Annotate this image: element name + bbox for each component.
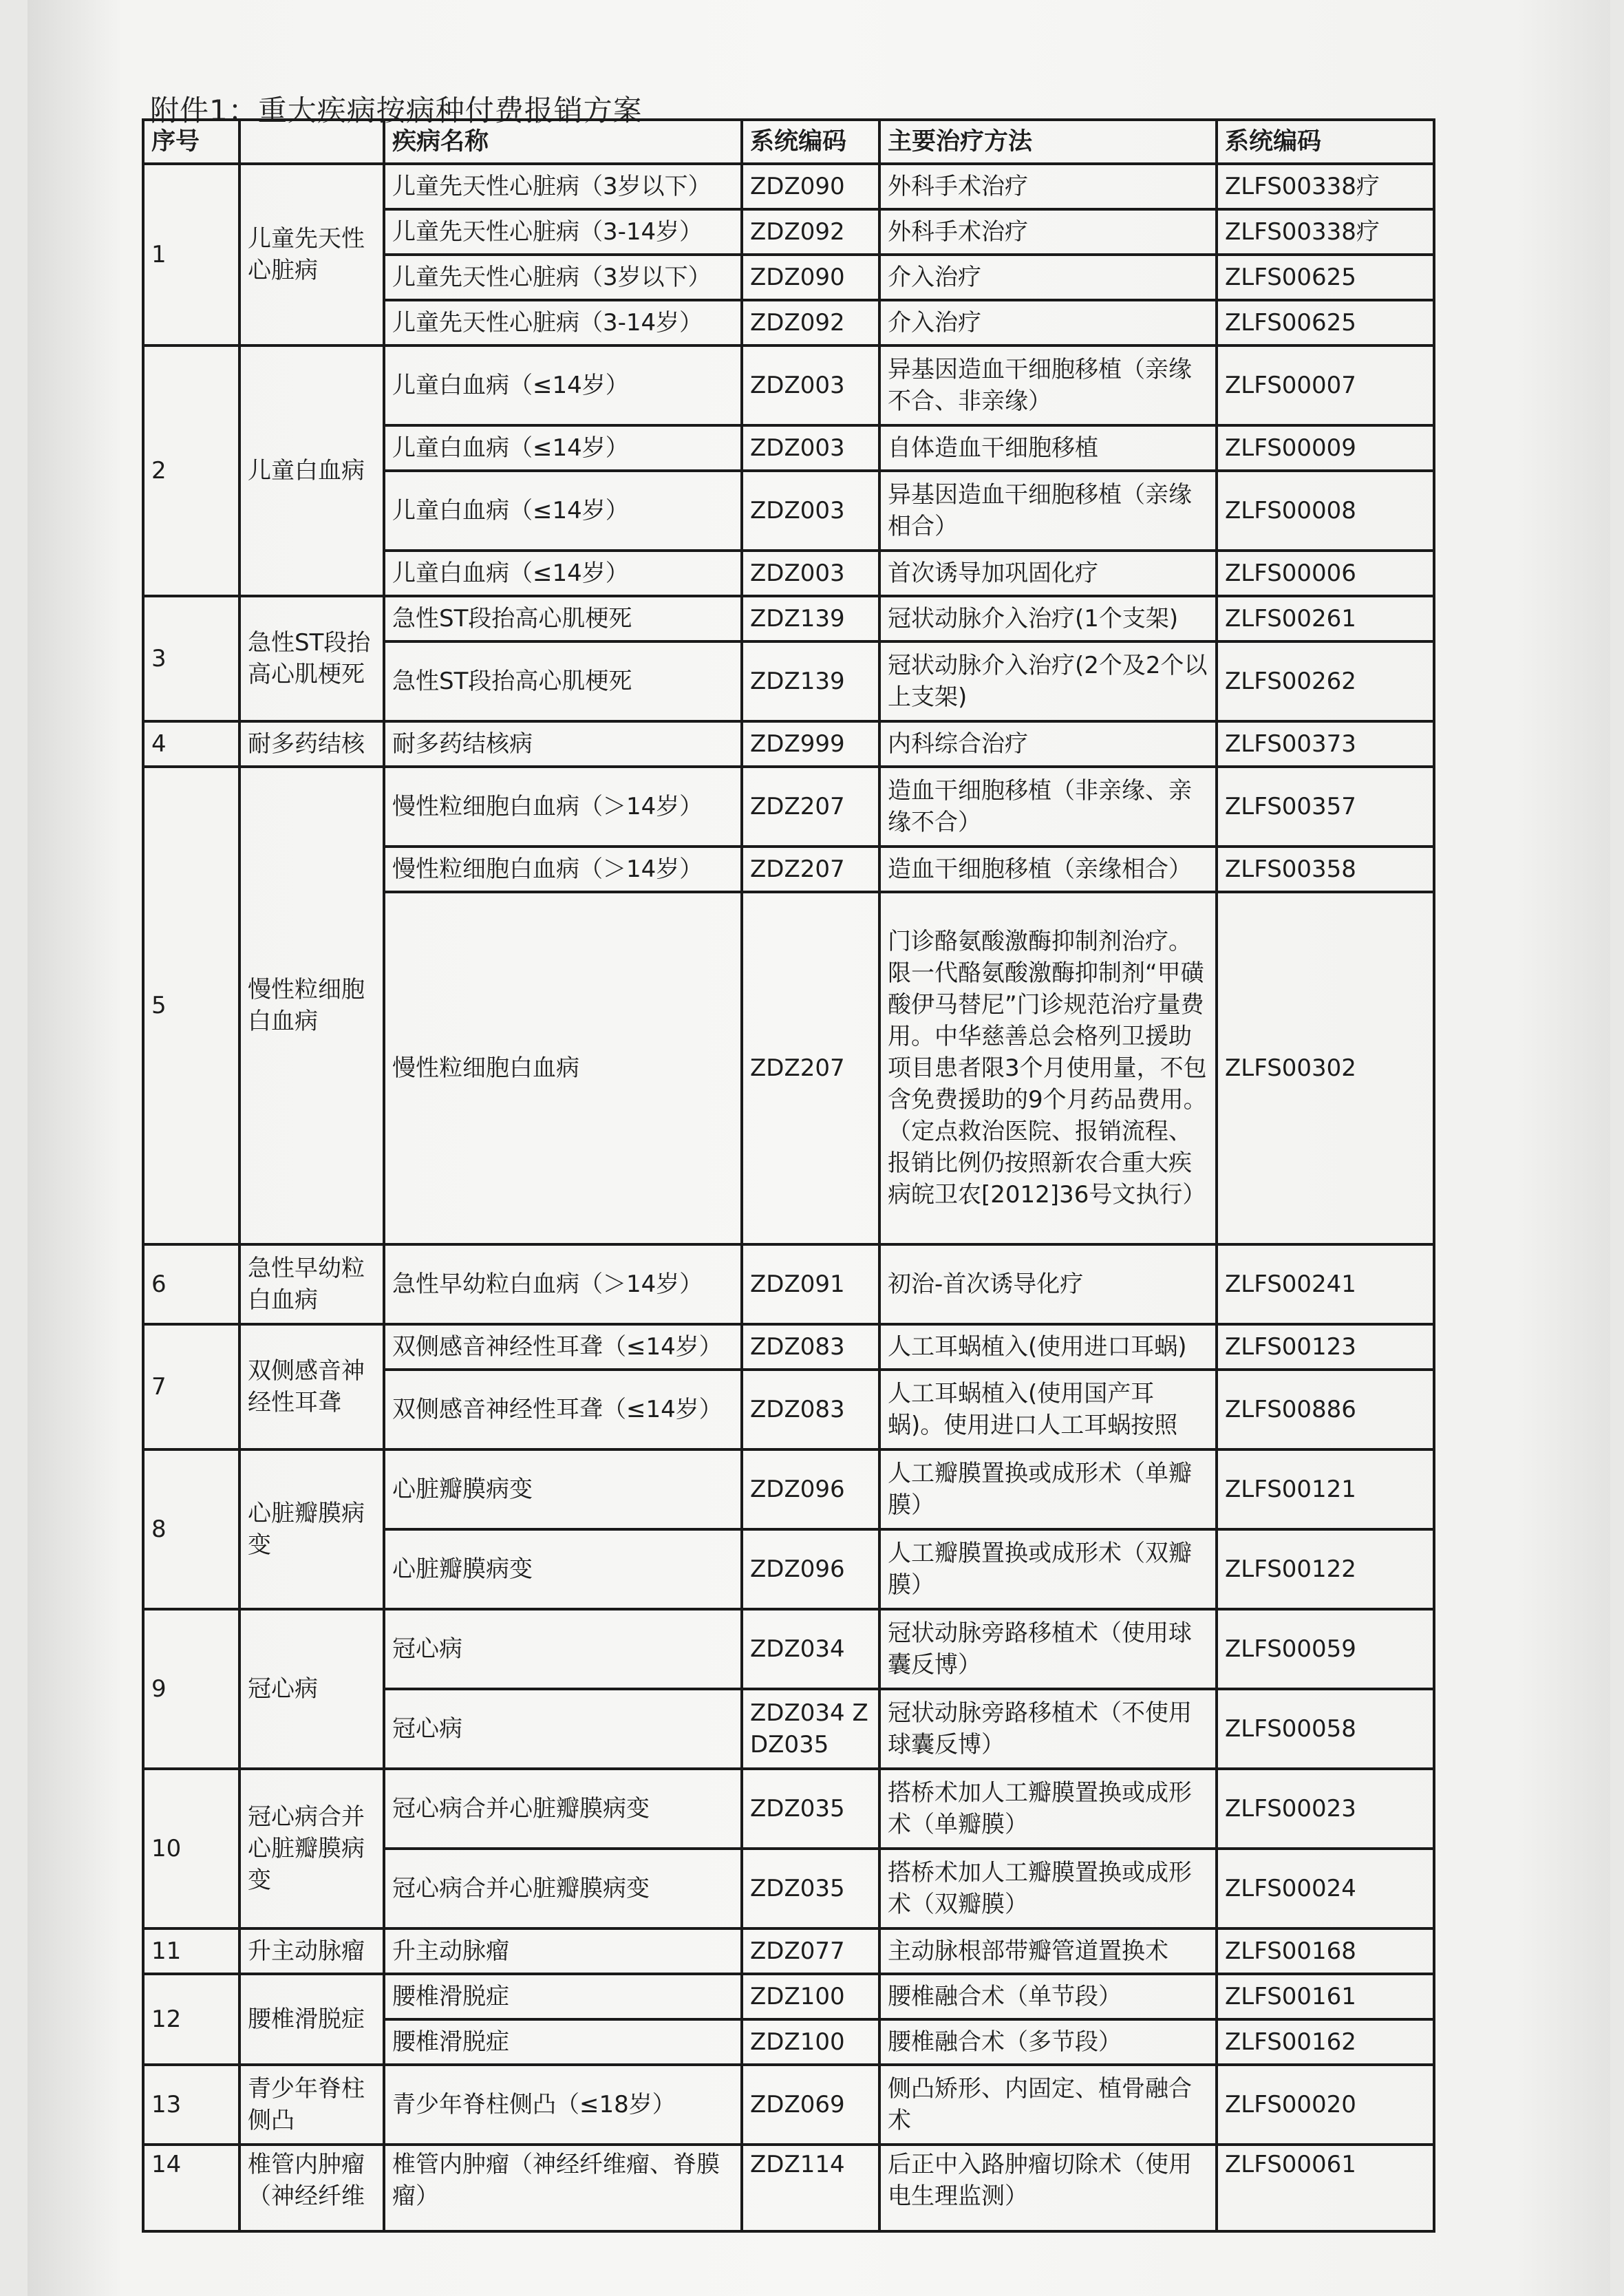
row-treatment: 冠状动脉介入治疗(2个及2个以上支架) xyxy=(879,641,1217,721)
row-code: ZDZ207 xyxy=(742,847,879,892)
row-disease-name: 儿童白血病（≤14岁） xyxy=(384,425,742,471)
row-seq: 14 xyxy=(143,2145,239,2231)
row-code: ZDZ139 xyxy=(742,596,879,641)
row-system-code: ZLFS00302 xyxy=(1217,892,1434,1244)
table-row xyxy=(143,721,1434,767)
row-system-code: ZLFS00261 xyxy=(1217,596,1434,641)
row-code: ZDZ207 xyxy=(742,767,879,847)
row-code: ZDZ999 xyxy=(742,721,879,767)
row-disease-group: 双侧感音神经性耳聋 xyxy=(239,1324,384,1449)
row-treatment: 冠状动脉介入治疗(1个支架) xyxy=(879,596,1217,641)
row-seq: 3 xyxy=(143,596,239,721)
row-system-code: ZLFS00373 xyxy=(1217,721,1434,767)
row-seq: 1 xyxy=(143,164,239,346)
row-disease-name: 急性早幼粒白血病（＞14岁） xyxy=(384,1244,742,1324)
table-row xyxy=(143,1244,1434,1324)
row-system-code: ZLFS00161 xyxy=(1217,1974,1434,2019)
row-disease-name: 急性ST段抬高心肌梗死 xyxy=(384,641,742,721)
row-code: ZDZ035 xyxy=(742,1849,879,1928)
row-disease-name: 冠心病 xyxy=(384,1609,742,1689)
row-system-code: ZLFS00168 xyxy=(1217,1928,1434,1974)
row-treatment: 腰椎融合术（单节段） xyxy=(879,1974,1217,2019)
row-system-code: ZLFS00059 xyxy=(1217,1609,1434,1689)
row-system-code: ZLFS00058 xyxy=(1217,1689,1434,1769)
row-treatment: 人工瓣膜置换或成形术（单瓣膜） xyxy=(879,1449,1217,1529)
row-system-code: ZLFS00009 xyxy=(1217,425,1434,471)
row-disease-name: 升主动脉瘤 xyxy=(384,1928,742,1974)
row-treatment: 搭桥术加人工瓣膜置换或成形术（双瓣膜） xyxy=(879,1849,1217,1928)
row-system-code: ZLFS00123 xyxy=(1217,1324,1434,1370)
header-treatment: 主要治疗方法 xyxy=(879,120,1217,164)
row-treatment: 搭桥术加人工瓣膜置换或成形术（单瓣膜） xyxy=(879,1769,1217,1849)
row-treatment: 人工耳蜗植入(使用国产耳蜗)。使用进口人工耳蜗按照 xyxy=(879,1370,1217,1449)
row-system-code: ZLFS00886 xyxy=(1217,1370,1434,1449)
row-disease-name: 慢性粒细胞白血病（＞14岁） xyxy=(384,767,742,847)
row-system-code: ZLFS00023 xyxy=(1217,1769,1434,1849)
row-system-code: ZLFS00162 xyxy=(1217,2019,1434,2065)
row-system-code: ZLFS00357 xyxy=(1217,767,1434,847)
row-code: ZDZ003 xyxy=(742,346,879,425)
row-code: ZDZ091 xyxy=(742,1244,879,1324)
row-treatment: 初治-首次诱导化疗 xyxy=(879,1244,1217,1324)
row-system-code: ZLFS00006 xyxy=(1217,551,1434,596)
row-code: ZDZ083 xyxy=(742,1324,879,1370)
table-row xyxy=(143,2145,1434,2231)
row-seq: 8 xyxy=(143,1449,239,1609)
table-row xyxy=(143,1928,1434,1974)
table-row xyxy=(143,346,1434,425)
row-disease-group: 椎管内肿瘤（神经纤维 xyxy=(239,2145,384,2231)
row-system-code: ZLFS00121 xyxy=(1217,1449,1434,1529)
row-treatment: 异基因造血干细胞移植（亲缘相合） xyxy=(879,471,1217,551)
row-code: ZDZ077 xyxy=(742,1928,879,1974)
row-disease-name: 腰椎滑脱症 xyxy=(384,1974,742,2019)
row-treatment: 侧凸矫形、内固定、植骨融合术 xyxy=(879,2065,1217,2145)
row-code: ZDZ092 xyxy=(742,300,879,346)
row-disease-name: 耐多药结核病 xyxy=(384,721,742,767)
table-row xyxy=(143,1449,1434,1529)
header-blank xyxy=(239,120,384,164)
row-system-code: ZLFS00625 xyxy=(1217,255,1434,300)
row-disease-group: 耐多药结核 xyxy=(239,721,384,767)
row-seq: 2 xyxy=(143,346,239,596)
row-treatment: 首次诱导加巩固化疗 xyxy=(879,551,1217,596)
row-treatment: 人工耳蜗植入(使用进口耳蜗) xyxy=(879,1324,1217,1370)
row-disease-name: 椎管内肿瘤（神经纤维瘤、脊膜瘤） xyxy=(384,2145,742,2231)
row-code: ZDZ139 xyxy=(742,641,879,721)
row-disease-group: 急性ST段抬高心肌梗死 xyxy=(239,596,384,721)
row-seq: 7 xyxy=(143,1324,239,1449)
row-seq: 12 xyxy=(143,1974,239,2065)
row-seq: 10 xyxy=(143,1769,239,1928)
reimbursement-table xyxy=(142,118,1435,2233)
row-treatment: 自体造血干细胞移植 xyxy=(879,425,1217,471)
row-seq: 13 xyxy=(143,2065,239,2145)
row-disease-name: 双侧感音神经性耳聋（≤14岁） xyxy=(384,1324,742,1370)
row-code: ZDZ092 xyxy=(742,209,879,255)
row-system-code: ZLFS00262 xyxy=(1217,641,1434,721)
row-disease-name: 急性ST段抬高心肌梗死 xyxy=(384,596,742,641)
row-code: ZDZ034 xyxy=(742,1609,879,1689)
row-system-code: ZLFS00338疗 xyxy=(1217,164,1434,209)
row-disease-name: 心脏瓣膜病变 xyxy=(384,1449,742,1529)
row-code: ZDZ090 xyxy=(742,164,879,209)
row-code: ZDZ096 xyxy=(742,1449,879,1529)
row-disease-name: 冠心病合并心脏瓣膜病变 xyxy=(384,1849,742,1928)
row-disease-name: 儿童白血病（≤14岁） xyxy=(384,471,742,551)
table-row xyxy=(143,2065,1434,2145)
row-code: ZDZ003 xyxy=(742,551,879,596)
row-treatment: 外科手术治疗 xyxy=(879,164,1217,209)
row-treatment: 外科手术治疗 xyxy=(879,209,1217,255)
row-system-code: ZLFS00061 xyxy=(1217,2145,1434,2231)
row-treatment: 门诊酪氨酸激酶抑制剂治疗。限一代酪氨酸激酶抑制剂“甲磺酸伊马替尼”门诊规范治疗量费用。中华慈善总会格列卫援助项目患者限3个月使用量，不包含免费援助的9个月药品费用。（定点救治医院、报销流程、报销比例仍按照新农合重大疾病皖卫农[2012]36号文执行） xyxy=(879,892,1217,1244)
row-system-code: ZLFS00024 xyxy=(1217,1849,1434,1928)
row-disease-group: 冠心病 xyxy=(239,1609,384,1769)
row-disease-name: 慢性粒细胞白血病 xyxy=(384,892,742,1244)
row-code: ZDZ003 xyxy=(742,471,879,551)
row-disease-name: 儿童先天性心脏病（3岁以下） xyxy=(384,255,742,300)
row-disease-group: 青少年脊柱侧凸 xyxy=(239,2065,384,2145)
row-disease-name: 慢性粒细胞白血病（＞14岁） xyxy=(384,847,742,892)
row-treatment: 异基因造血干细胞移植（亲缘不合、非亲缘） xyxy=(879,346,1217,425)
table-row xyxy=(143,164,1434,209)
row-disease-name: 儿童白血病（≤14岁） xyxy=(384,346,742,425)
row-seq: 4 xyxy=(143,721,239,767)
row-treatment: 主动脉根部带瓣管道置换术 xyxy=(879,1928,1217,1974)
row-code: ZDZ035 xyxy=(742,1769,879,1849)
row-code: ZDZ083 xyxy=(742,1370,879,1449)
row-code: ZDZ100 xyxy=(742,2019,879,2065)
row-seq: 6 xyxy=(143,1244,239,1324)
row-disease-name: 儿童白血病（≤14岁） xyxy=(384,551,742,596)
row-seq: 9 xyxy=(143,1609,239,1769)
row-treatment: 冠状动脉旁路移植术（不使用球囊反博） xyxy=(879,1689,1217,1769)
row-disease-group: 儿童白血病 xyxy=(239,346,384,596)
row-treatment: 腰椎融合术（多节段） xyxy=(879,2019,1217,2065)
header-seq: 序号 xyxy=(143,120,239,164)
header-system-code: 系统编码 xyxy=(742,120,879,164)
row-disease-name: 儿童先天性心脏病（3-14岁） xyxy=(384,300,742,346)
row-treatment: 后正中入路肿瘤切除术（使用电生理监测） xyxy=(879,2145,1217,2231)
row-disease-name: 儿童先天性心脏病（3-14岁） xyxy=(384,209,742,255)
table-row xyxy=(143,1769,1434,1849)
row-disease-group: 升主动脉瘤 xyxy=(239,1928,384,1974)
row-treatment: 人工瓣膜置换或成形术（双瓣膜） xyxy=(879,1529,1217,1609)
row-seq: 5 xyxy=(143,767,239,1244)
row-disease-name: 心脏瓣膜病变 xyxy=(384,1529,742,1609)
row-disease-group: 腰椎滑脱症 xyxy=(239,1974,384,2065)
row-code: ZDZ003 xyxy=(742,425,879,471)
row-system-code: ZLFS00122 xyxy=(1217,1529,1434,1609)
table-row xyxy=(143,596,1434,641)
row-system-code: ZLFS00241 xyxy=(1217,1244,1434,1324)
row-code: ZDZ069 xyxy=(742,2065,879,2145)
row-code: ZDZ096 xyxy=(742,1529,879,1609)
row-disease-group: 慢性粒细胞白血病 xyxy=(239,767,384,1244)
row-system-code: ZLFS00007 xyxy=(1217,346,1434,425)
header-row xyxy=(143,120,1434,164)
row-system-code: ZLFS00020 xyxy=(1217,2065,1434,2145)
row-disease-name: 青少年脊柱侧凸（≤18岁） xyxy=(384,2065,742,2145)
row-code: ZDZ090 xyxy=(742,255,879,300)
row-disease-name: 儿童先天性心脏病（3岁以下） xyxy=(384,164,742,209)
row-code: ZDZ034 ZDZ035 xyxy=(742,1689,879,1769)
row-disease-group: 心脏瓣膜病变 xyxy=(239,1449,384,1609)
table-row xyxy=(143,1324,1434,1370)
row-treatment: 冠状动脉旁路移植术（使用球囊反博） xyxy=(879,1609,1217,1689)
row-code: ZDZ207 xyxy=(742,892,879,1244)
header-disease-name: 疾病名称 xyxy=(384,120,742,164)
row-disease-group: 儿童先天性心脏病 xyxy=(239,164,384,346)
row-disease-group: 急性早幼粒白血病 xyxy=(239,1244,384,1324)
row-disease-name: 冠心病 xyxy=(384,1689,742,1769)
row-code: ZDZ100 xyxy=(742,1974,879,2019)
row-treatment: 内科综合治疗 xyxy=(879,721,1217,767)
row-seq: 11 xyxy=(143,1928,239,1974)
row-system-code: ZLFS00008 xyxy=(1217,471,1434,551)
row-disease-name: 腰椎滑脱症 xyxy=(384,2019,742,2065)
row-system-code: ZLFS00358 xyxy=(1217,847,1434,892)
table-row xyxy=(143,767,1434,847)
row-code: ZDZ114 xyxy=(742,2145,879,2231)
row-disease-name: 双侧感音神经性耳聋（≤14岁） xyxy=(384,1370,742,1449)
document-title: 附件1：重大疾病按病种付费报销方案 xyxy=(150,94,643,127)
row-treatment: 造血干细胞移植（亲缘相合） xyxy=(879,847,1217,892)
row-treatment: 介入治疗 xyxy=(879,300,1217,346)
row-system-code: ZLFS00338疗 xyxy=(1217,209,1434,255)
row-system-code: ZLFS00625 xyxy=(1217,300,1434,346)
row-disease-name: 冠心病合并心脏瓣膜病变 xyxy=(384,1769,742,1849)
row-treatment: 造血干细胞移植（非亲缘、亲缘不合） xyxy=(879,767,1217,847)
row-disease-group: 冠心病合并心脏瓣膜病变 xyxy=(239,1769,384,1928)
header-system-code-2: 系统编码 xyxy=(1217,120,1434,164)
table-row xyxy=(143,1974,1434,2019)
table-row xyxy=(143,1609,1434,1689)
row-treatment: 介入治疗 xyxy=(879,255,1217,300)
